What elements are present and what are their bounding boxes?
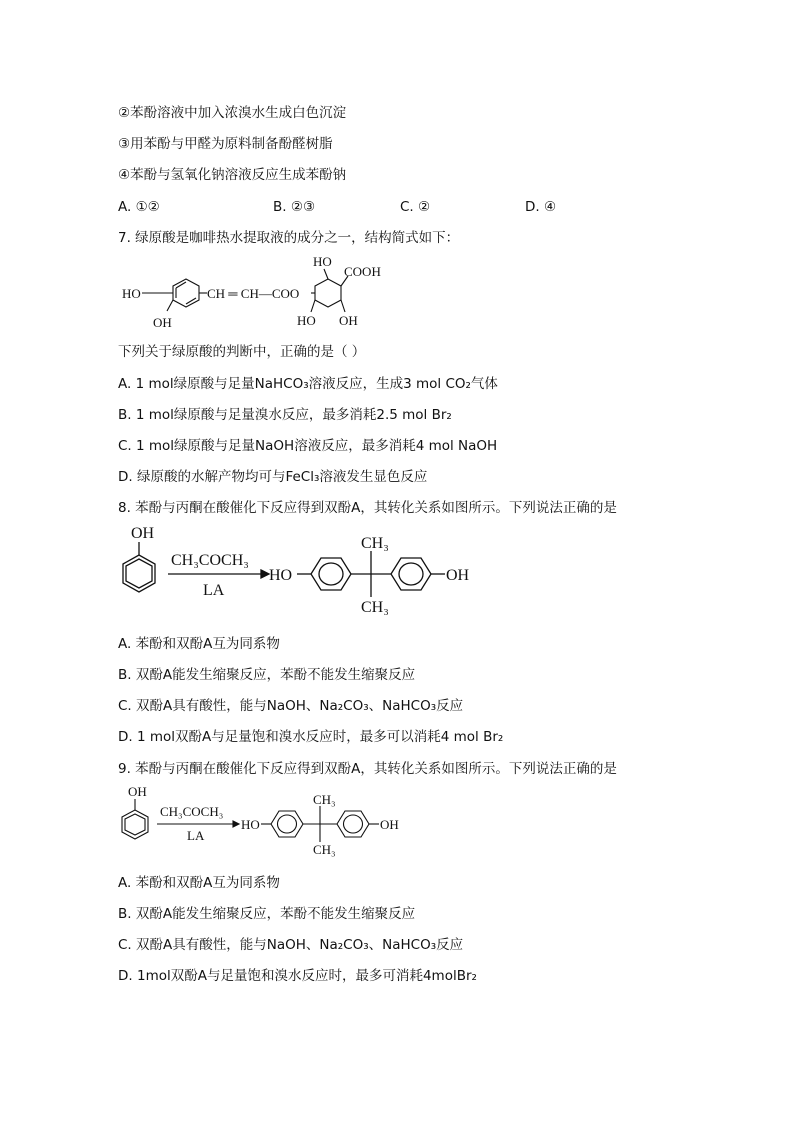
q6-option-c: C. ②	[400, 199, 431, 215]
ho-label-1: HO	[122, 286, 141, 301]
bpa-oh-label: OH	[446, 567, 470, 584]
bisphenol-a-reaction-small	[115, 782, 415, 860]
q8-option-b: B. 双酚A能发生缩聚反应，苯酚不能发生缩聚反应	[118, 667, 416, 683]
q8-stem: 8. 苯酚与丙酮在酸催化下反应得到双酚A，其转化关系如图所示。下列说法正确的是	[118, 500, 617, 516]
bisphenol-a-reaction-large	[115, 520, 485, 620]
q7-stem: 7. 绿原酸是咖啡热水提取液的成分之一，结构简式如下：	[118, 230, 460, 246]
q7-option-b: B. 1 mol绿原酸与足量溴水反应，最多消耗2.5 mol Br₂	[118, 407, 452, 423]
q6-option-b: B. ②③	[273, 199, 316, 215]
q6-option-a: A. ①②	[118, 199, 160, 215]
q7-option-a: A. 1 mol绿原酸与足量NaHCO₃溶液反应，生成3 mol CO₂气体	[118, 376, 498, 392]
oh-label-2: OH	[339, 313, 358, 328]
q6-option-d: D. ④	[525, 199, 557, 215]
statement-4: ④苯酚与氢氧化钠溶液反应生成苯酚钠	[118, 167, 347, 183]
q9-option-d: D. 1mol双酚A与足量饱和溴水反应时，最多可消耗4molBr₂	[118, 968, 477, 984]
acetone-label: CH₃COCH₃	[160, 804, 224, 819]
phenol-oh-label: OH	[131, 525, 155, 542]
q9-stem: 9. 苯酚与丙酮在酸催化下反应得到双酚A，其转化关系如图所示。下列说法正确的是	[118, 761, 617, 777]
oh-label-1: OH	[153, 315, 172, 330]
catalyst-label: LA	[187, 828, 205, 843]
chlorogenic-acid-structure	[115, 252, 405, 337]
methyl-top-label: CH₃	[313, 792, 336, 807]
acetone-label: CH₃COCH₃	[171, 552, 249, 569]
q7-option-c: C. 1 mol绿原酸与足量NaOH溶液反应，最多消耗4 mol NaOH	[118, 438, 498, 454]
bpa-oh-label: OH	[380, 817, 399, 832]
statement-3: ③用苯酚与甲醛为原料制备酚醛树脂	[118, 136, 333, 152]
bpa-ho-label: HO	[269, 567, 293, 584]
methyl-bottom-label: CH₃	[313, 842, 336, 857]
q8-option-a: A. 苯酚和双酚A互为同系物	[118, 636, 280, 652]
linker-label: CH ═ CH—COO	[207, 286, 300, 301]
methyl-top-label: CH₃	[361, 535, 389, 552]
q9-option-b: B. 双酚A能发生缩聚反应，苯酚不能发生缩聚反应	[118, 906, 416, 922]
q8-option-c: C. 双酚A具有酸性，能与NaOH、Na₂CO₃、NaHCO₃反应	[118, 698, 464, 714]
q8-option-d: D. 1 mol双酚A与足量饱和溴水反应时，最多可以消耗4 mol Br₂	[118, 729, 504, 745]
phenol-oh-label: OH	[128, 784, 147, 799]
catalyst-label: LA	[203, 582, 225, 599]
ho-label-2: HO	[313, 254, 332, 269]
q7-question: 下列关于绿原酸的判断中，正确的是（ ）	[118, 344, 366, 360]
statement-2: ②苯酚溶液中加入浓溴水生成白色沉淀	[118, 105, 347, 121]
q9-option-c: C. 双酚A具有酸性，能与NaOH、Na₂CO₃、NaHCO₃反应	[118, 937, 464, 953]
q9-option-a: A. 苯酚和双酚A互为同系物	[118, 875, 280, 891]
q6-options	[118, 198, 718, 216]
methyl-bottom-label: CH₃	[361, 599, 389, 616]
bpa-ho-label: HO	[241, 817, 260, 832]
q7-option-d: D. 绿原酸的水解产物均可与FeCl₃溶液发生显色反应	[118, 469, 428, 485]
ho-label-3: HO	[297, 313, 316, 328]
cooh-label: COOH	[344, 264, 381, 279]
